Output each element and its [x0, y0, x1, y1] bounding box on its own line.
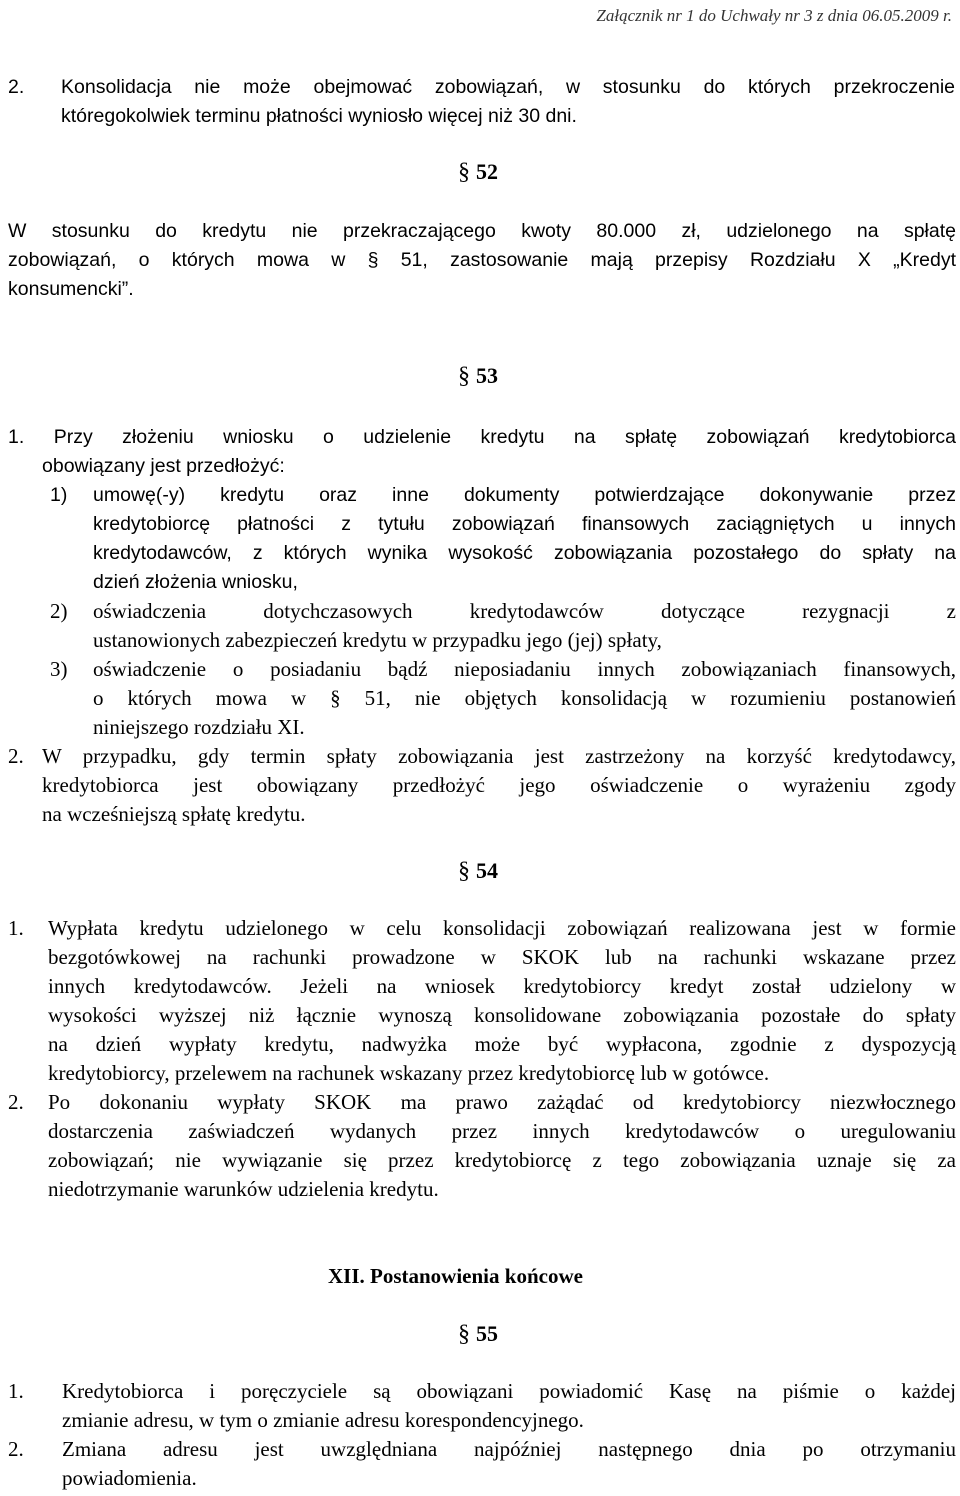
document-header: Załącznik nr 1 do Uchwały nr 3 z dnia 06.05.2009 r. [596, 6, 952, 25]
list-item-line: oświadczenia dotychczasowych kredytodawców dotyczące rezygnacji z [93, 599, 956, 623]
paragraph-line: Wypłata kredytu udzielonego w celu konsolidacji zobowiązań realizowana jest w formie [48, 916, 956, 940]
section-symbol-icon: § [458, 1321, 470, 1347]
section-symbol-icon: § [458, 858, 470, 884]
section-number: 54 [476, 858, 498, 883]
section-symbol-icon: § [458, 159, 470, 185]
list-item-number: 1) [50, 484, 68, 506]
paragraph-line: W przypadku, gdy termin spłaty zobowiązania jest zastrzeżony na korzyść kredytodawcy, [42, 744, 956, 768]
section-heading-53 [458, 362, 498, 391]
section-symbol-icon: § [458, 363, 470, 389]
list-item-number: 2) [50, 599, 68, 623]
paragraph-line: zmianie adresu, w tym o zmianie adresu korespondencyjnego. [62, 1408, 584, 1432]
paragraph-line: kredytobiorcy, przelewem na rachunek wskazany przez kredytobiorcę lub w gotówce. [48, 1061, 770, 1085]
paragraph-line: W stosunku do kredytu nie przekraczającego kwoty 80.000 zł, udzielonego na spłatę [8, 220, 956, 242]
chapter-title: XII. Postanowienia końcowe [328, 1264, 583, 1288]
list-item-line: kredytobiorcę płatności z tytułu zobowiązań finansowych zaciągniętych u innych [93, 513, 956, 535]
paragraph-line: Kredytobiorca i poręczyciele są obowiązani powiadomić Kasę na piśmie o każdej [62, 1379, 956, 1403]
paragraph-line: innych kredytodawców. Jeżeli na wniosek kredytobiorcy kredyt został udzielony w [48, 974, 956, 998]
list-item-line: dzień złożenia wniosku, [93, 571, 298, 593]
list-item-line: oświadczenie o posiadaniu bądź nieposiadaniu innych zobowiązaniach finansowych, [93, 657, 956, 681]
paragraph-line: Konsolidacja nie może obejmować zobowiązań, w stosunku do których przekroczenie [61, 76, 955, 98]
paragraph-line: 1. Przy złożeniu wniosku o udzielenie kredytu na spłatę zobowiązań kredytobiorca [8, 426, 956, 448]
paragraph-line: Po dokonaniu wypłaty SKOK ma prawo zażądać od kredytobiorcy niezwłocznego [48, 1090, 956, 1114]
paragraph-number: 2. [8, 1090, 24, 1114]
section-heading-55 [458, 1320, 498, 1349]
section-number: 53 [476, 363, 498, 388]
paragraph-line: wysokości wyższej niż łącznie wynoszą konsolidowane zobowiązania pozostałe do spłaty [48, 1003, 956, 1027]
paragraph-number: 2. [8, 1437, 24, 1461]
paragraph-line: dostarczenia zaświadczeń wydanych przez innych kredytodawców o uregulowaniu [48, 1119, 956, 1143]
section-heading-52 [458, 158, 498, 187]
list-item-line: kredytodawców, z których wynika wysokość zobowiązania pozostałego do spłaty na [93, 542, 956, 564]
list-item-line: o których mowa w § 51, nie objętych konsolidacją w rozumieniu postanowień [93, 686, 956, 710]
paragraph-line: bezgotówkowej na rachunki prowadzone w SKOK lub na rachunki wskazane przez [48, 945, 956, 969]
paragraph-number: 2. [8, 744, 24, 768]
list-item-line: niniejszego rozdziału XI. [93, 715, 305, 739]
paragraph-line: Zmiana adresu jest uwzględniana najpóźniej następnego dnia po otrzymaniu [62, 1437, 956, 1461]
list-item-line: umowę(-y) kredytu oraz inne dokumenty potwierdzające dokonywanie przez [93, 484, 956, 506]
paragraph-line: kredytobiorca jest obowiązany przedłożyć jego oświadczenie o wyrażeniu zgody [42, 773, 956, 797]
paragraph-line: niedotrzymanie warunków udzielenia kredytu. [48, 1177, 439, 1201]
paragraph-line: na dzień wypłaty kredytu, nadwyżka może być wypłacona, zgodnie z dyspozycją [48, 1032, 956, 1056]
list-item-line: ustanowionych zabezpieczeń kredytu w przypadku jego (jej) spłaty, [93, 628, 662, 652]
section-number: 52 [476, 159, 498, 184]
paragraph-line: powiadomienia. [62, 1466, 197, 1490]
paragraph-line: zobowiązań; nie wywiązanie się przez kredytobiorcę z tego zobowiązania uznaje się za [48, 1148, 956, 1172]
paragraph-line: obowiązany jest przedłożyć: [42, 455, 285, 477]
paragraph-line: któregokolwiek terminu płatności wyniosło więcej niż 30 dni. [61, 105, 577, 127]
section-heading-54 [458, 857, 498, 886]
paragraph-number: 2. [8, 76, 25, 98]
paragraph-number: 1. [8, 1379, 24, 1403]
list-item-number: 3) [50, 657, 68, 681]
paragraph-number: 1. [8, 916, 24, 940]
paragraph-line: na wcześniejszą spłatę kredytu. [42, 802, 306, 826]
paragraph-line: konsumencki”. [8, 278, 134, 300]
section-number: 55 [476, 1321, 498, 1346]
paragraph-line: zobowiązań, o których mowa w § 51, zastosowanie mają przepisy Rozdziału X „Kredyt [8, 249, 956, 271]
